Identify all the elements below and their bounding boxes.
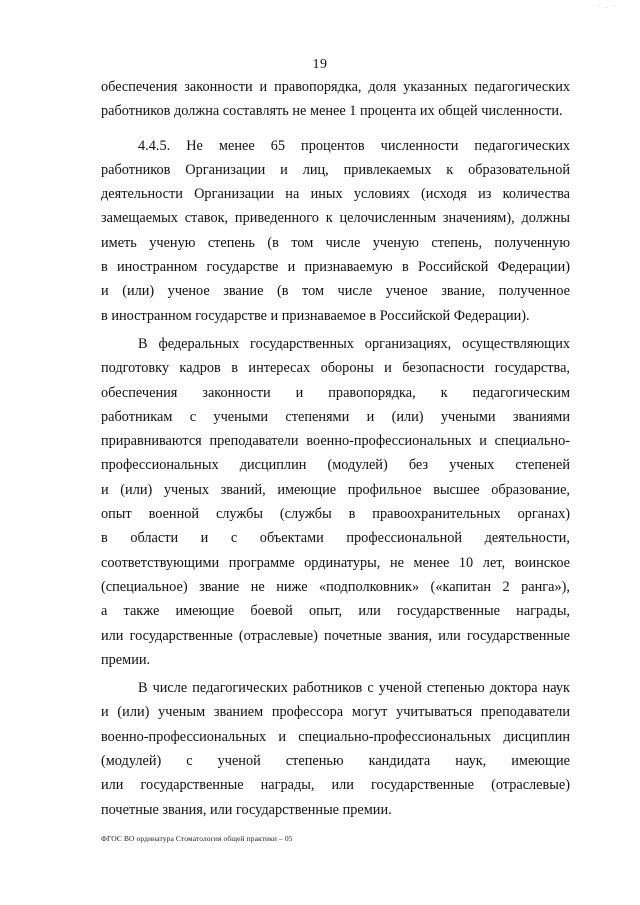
text-line: военно-профессиональных и специально-профессиональных дисциплин	[101, 728, 570, 745]
text-line: соответствующими программе ординатуры, не менее 10 лет, воинское	[101, 554, 570, 571]
text-line: в области и с объектами профессиональной деятельности,	[101, 530, 570, 547]
scan-artifact: · . ·	[598, 2, 618, 10]
text-line: В федеральных государственных организациях, осуществляющих	[138, 335, 570, 352]
paragraph-continuation	[101, 75, 570, 124]
text-line: (специальное) звание не ниже «подполковник» («капитан 2 ранга»),	[101, 578, 570, 595]
text-line: приравниваются преподаватели военно-профессиональных и специально-	[101, 433, 570, 450]
paragraph-doctor-of-sciences	[101, 676, 570, 822]
text-line: и (или) ученым званием профессора могут учитываться преподаватели	[101, 704, 570, 721]
text-line: или государственные награды, или государственные (отраслевые)	[101, 777, 570, 794]
document-body	[101, 75, 570, 822]
paragraph-federal-organizations	[101, 332, 570, 672]
page-number: 19	[312, 57, 328, 72]
text-line: в иностранном государстве и признаваемую в Российской Федерации)	[101, 259, 570, 276]
text-line: (модулей) с ученой степенью кандидата наук, имеющие	[101, 753, 570, 770]
paragraph-4-4-5	[101, 134, 570, 328]
text-line: в иностранном государстве и признаваемое в Российской Федерации).	[101, 307, 530, 324]
text-line: почетные звания, или государственные премии.	[101, 801, 392, 818]
text-line: профессиональных дисциплин (модулей) без ученых степеней	[101, 457, 570, 474]
text-line: а также имеющие боевой опыт, или государственные награды,	[101, 603, 570, 620]
text-line: премии.	[101, 651, 151, 668]
text-line: обеспечения законности и правопорядка, доля указанных педагогических	[101, 79, 570, 95]
text-line: и (или) ученое звание (в том числе ученое звание, полученное	[101, 283, 570, 300]
text-line: обеспечения законности и правопорядка, к педагогическим	[101, 384, 570, 401]
text-line: или государственные (отраслевые) почетные звания, или государственные	[101, 627, 570, 644]
text-line: замещаемых ставок, приведенного к целочисленным значениям), должны	[101, 210, 570, 227]
document-footer: ФГОС ВО ординатура Стоматология общей практики – 05	[101, 834, 293, 843]
text-line: работников должна составлять не менее 1 процента их общей численности.	[101, 103, 563, 120]
text-line: В числе педагогических работников с ученой степенью доктора наук	[138, 680, 570, 697]
text-line: подготовку кадров в интересах обороны и безопасности государства,	[101, 360, 570, 377]
text-line: деятельности Организации на иных условиях (исходя из количества	[101, 186, 570, 203]
text-line: работников Организации и лиц, привлекаемых к образовательной	[101, 161, 570, 178]
text-line: и (или) ученых званий, имеющие профильное высшее образование,	[101, 481, 570, 498]
text-line: работникам с учеными степенями и (или) учеными званиями	[101, 408, 570, 425]
text-line: иметь ученую степень (в том числе ученую степень, полученную	[101, 234, 570, 251]
text-line: опыт военной службы (службы в правоохранительных органах)	[101, 506, 570, 523]
text-line: 4.4.5. Не менее 65 процентов численности педагогических	[138, 137, 570, 154]
